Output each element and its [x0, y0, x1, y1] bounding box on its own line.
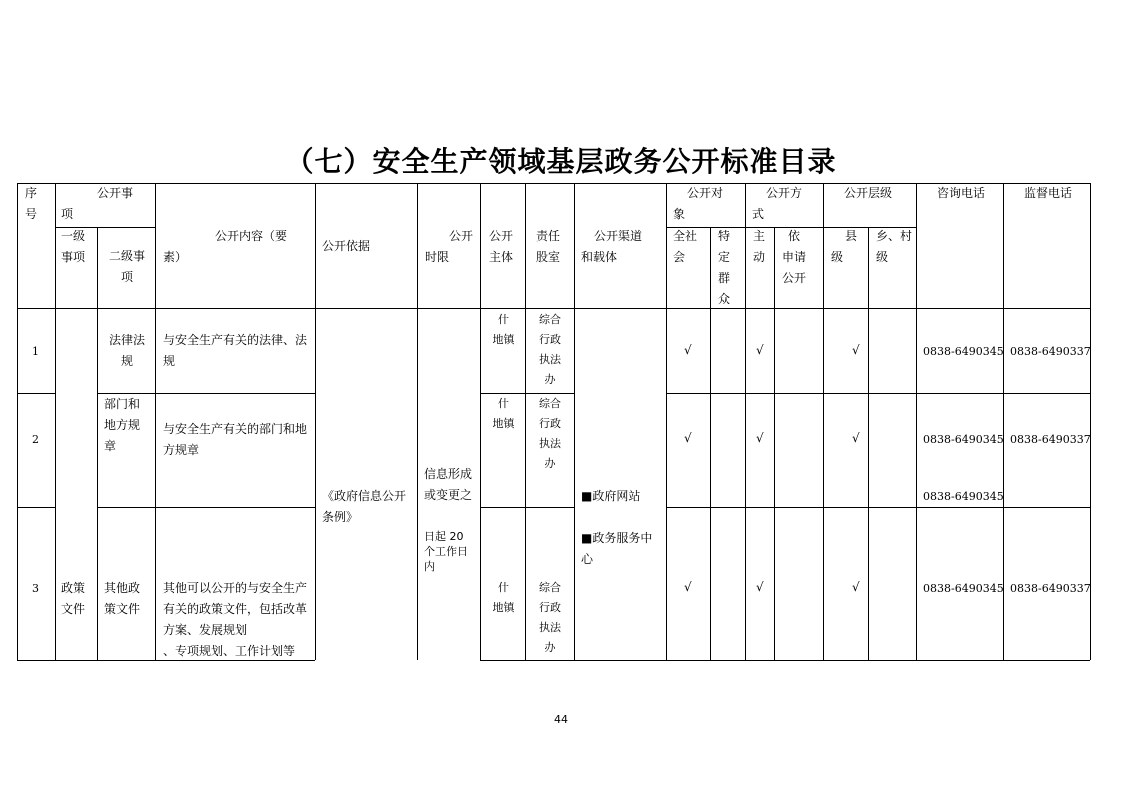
- row2-seq: 2: [32, 433, 39, 446]
- header-seq: 序 号: [25, 186, 38, 221]
- row2-check-whole-society: √: [684, 431, 692, 445]
- header-basis: 公开依据: [322, 239, 371, 253]
- row2-bottom-right: [666, 507, 1090, 508]
- col-border-4: [315, 183, 316, 660]
- row1-supervise-phone: 0838-6490337: [1010, 345, 1091, 358]
- row2-bottom-mid: [97, 507, 315, 508]
- row1-subject: 什 地镇: [492, 313, 515, 346]
- row2-content: 与安全生产有关的部门和地 方规章: [163, 422, 308, 457]
- col-border-0: [17, 183, 18, 660]
- table-top-border: [17, 183, 1090, 184]
- row1-check-active: √: [756, 343, 764, 357]
- row1-seq: 1: [32, 345, 39, 358]
- header-target: 公开对 象: [673, 186, 724, 221]
- time-limit-cell-lower: 日起 20 个工作日 内: [424, 530, 468, 573]
- header-office: 责任 股室: [536, 229, 561, 264]
- header-consult-phone: 咨询电话: [937, 186, 986, 200]
- row2-check-active: √: [756, 431, 764, 445]
- row3-check-county: √: [852, 580, 860, 594]
- row2-bottom-left: [17, 507, 55, 508]
- header-time-limit: 公开 时限: [425, 229, 474, 264]
- row2-subject: 什 地镇: [492, 397, 515, 430]
- header-bottom-border: [17, 308, 1090, 309]
- row2-check-county: √: [852, 431, 860, 445]
- row1-office: 综合 行政 执法 办: [539, 313, 561, 386]
- header-level1: 一级 事项: [61, 229, 86, 264]
- header-supervise-phone: 监督电话: [1024, 186, 1073, 200]
- header-subject: 公开 主体: [489, 229, 514, 264]
- header-channel: 公开渠道 和载体: [581, 229, 643, 264]
- header-matter: 公开事 项: [61, 186, 134, 221]
- header-level2: 二级事 项: [108, 249, 145, 284]
- header-specific-group: 特 定 群 众: [718, 229, 731, 306]
- row3-level1: 政策 文件: [61, 581, 86, 616]
- row3-level2: 其他政 策文件: [104, 581, 141, 616]
- col-border-8: [574, 183, 575, 660]
- header-township: 乡、村 级: [876, 229, 913, 264]
- row3-office: 综合 行政 执法 办: [539, 581, 561, 654]
- col-border-13: [823, 183, 824, 660]
- col-border-1: [55, 183, 56, 660]
- page-number: 44: [554, 713, 568, 726]
- basis-cell: 《政府信息公开 条例》: [322, 489, 407, 524]
- header-active: 主 动: [753, 229, 766, 264]
- row3-supervise-phone: 0838-6490337: [1010, 582, 1091, 595]
- time-limit-cell: 信息形成 或变更之: [424, 467, 473, 502]
- col-border-10: [710, 227, 711, 660]
- row3-check-whole-society: √: [684, 580, 692, 594]
- header-method: 公开方 式: [752, 186, 803, 221]
- row1-check-county: √: [852, 343, 860, 357]
- row2-level2: 部门和 地方规 章: [104, 397, 141, 453]
- col-border-14: [868, 227, 869, 660]
- row3-subject: 什 地镇: [492, 581, 515, 614]
- col-border-7: [525, 183, 526, 660]
- col-border-12: [774, 227, 775, 660]
- table-bottom-right: [480, 660, 1090, 661]
- row1-content: 与安全生产有关的法律、法 规: [163, 333, 308, 368]
- col-border-9: [666, 183, 667, 660]
- header-content: 公开内容（要 素）: [163, 229, 288, 264]
- col-border-3: [155, 183, 156, 660]
- header-level: 公开层级: [844, 186, 893, 200]
- header-whole-society: 全社 会: [673, 229, 698, 264]
- row1-bottom-right: [666, 393, 1090, 394]
- row2-consult-phone-extra: 0838-6490345: [923, 490, 1004, 503]
- row1-consult-phone: 0838-6490345: [923, 345, 1004, 358]
- header-on-request: 依 申请 公开: [781, 229, 806, 285]
- row3-check-active: √: [756, 580, 764, 594]
- col-border-11: [745, 183, 746, 660]
- row2-supervise-phone: 0838-6490337: [1010, 433, 1091, 446]
- header-county: 县 级: [831, 229, 858, 264]
- row3-content: 其他可以公开的与安全生产 有关的政策文件，包括改革 方案、发展规划 、专项规划、工作计划等: [163, 581, 308, 658]
- row3-consult-phone: 0838-6490345: [923, 582, 1004, 595]
- col-border-15: [916, 183, 917, 660]
- row2-bottom-sub: [480, 507, 574, 508]
- row2-office: 综合 行政 执法 办: [539, 397, 561, 470]
- row2-consult-phone: 0838-6490345: [923, 433, 1004, 446]
- row1-level2: 法律法 规: [108, 333, 145, 368]
- col-border-5: [417, 183, 418, 660]
- col-border-6: [480, 183, 481, 660]
- row1-bottom-left: [17, 393, 55, 394]
- col-border-2: [97, 227, 98, 660]
- row1-check-whole-society: √: [684, 343, 692, 357]
- channel-cell: ■政府网站 ■政务服务中 心: [581, 489, 653, 566]
- page-title: （七）安全生产领域基层政务公开标准目录: [285, 145, 837, 178]
- row3-seq: 3: [32, 582, 39, 595]
